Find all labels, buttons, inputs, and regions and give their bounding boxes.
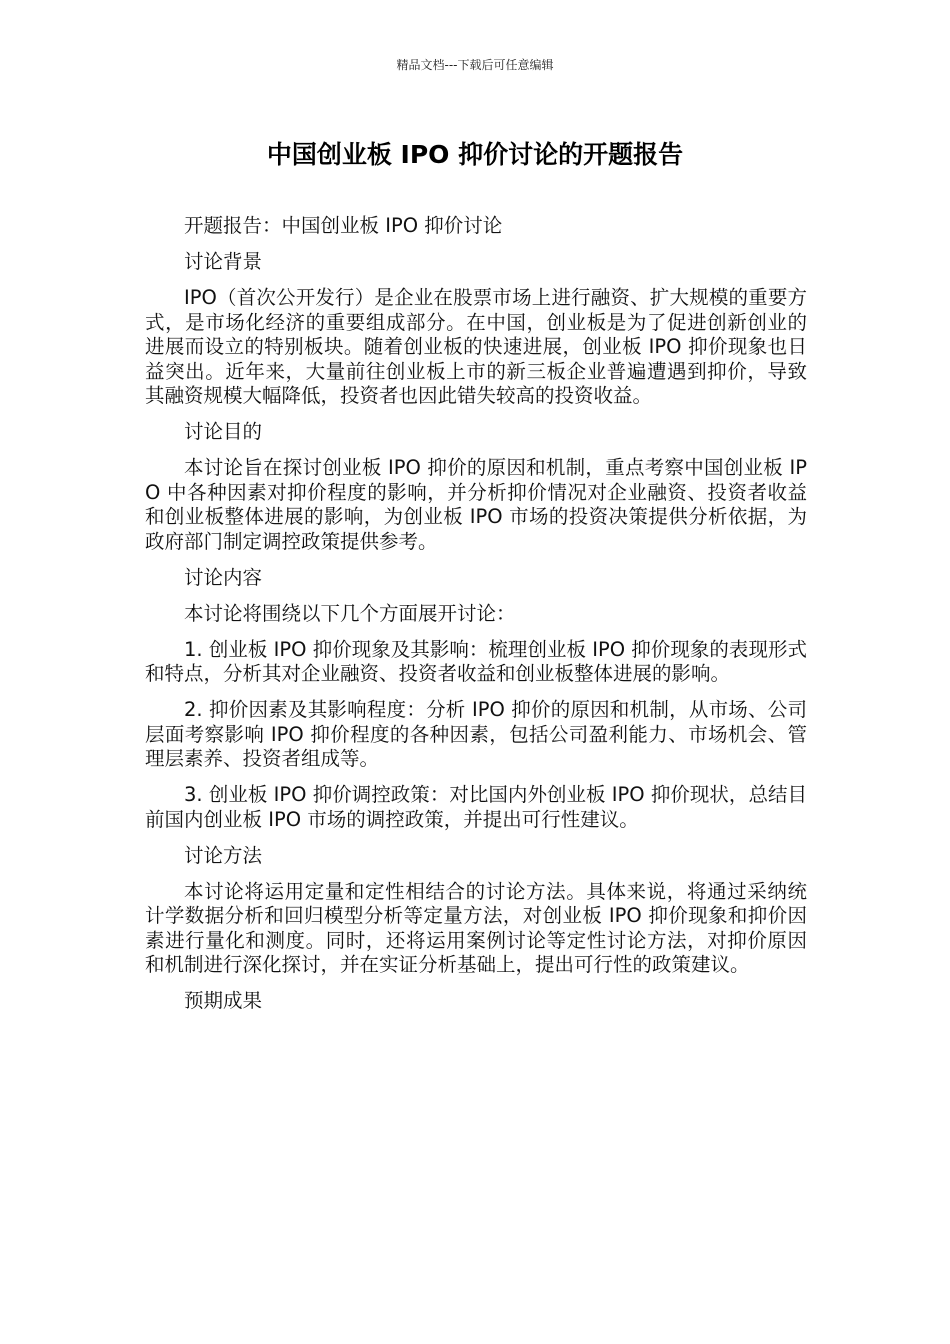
paragraph-content-intro: 本讨论将围绕以下几个方面展开讨论：: [184, 601, 516, 625]
list-item-3: 3. 创业板 IPO 抑价调控政策：对比国内外创业板 IPO 抑价现状，总结目前国内创业板 IPO 市场的调控政策，并提出可行性建议。: [145, 783, 807, 831]
section-heading-expected-results: 预期成果: [184, 989, 263, 1012]
paragraph-method: 本讨论将运用定量和定性相结合的讨论方法。具体来说，将通过采纳统计学数据分析和回归模型分析等定量方法，对创业板 IPO 抑价现象和抑价因素进行量化和测度。同时，还将运用案例讨论等定性讨论方法，对抑价原因和机制进行深化探讨，并在实证分析基础上，提出可行性的政策建议。: [145, 879, 807, 976]
paragraph-background: IPO（首次公开发行）是企业在股票市场上进行融资、扩大规模的重要方式，是市场化经济的重要组成部分。在中国，创业板是为了促进创新创业的进展而设立的特别板块。随着创业板的快速进展，创业板 IPO 抑价现象也日益突出。近年来，大量前往创业板上市的新三板企业普遍遭遇到抑价，导致其融资规模大幅降低，投资者也因此错失较高的投资收益。: [145, 286, 807, 407]
list-item-2: 2. 抑价因素及其影响程度：分析 IPO 抑价的原因和机制，从市场、公司层面考察影响 IPO 抑价程度的各种因素，包括公司盈利能力、市场机会、管理层素养、投资者组成等。: [145, 698, 807, 770]
document-title: 中国创业板 IPO 抑价讨论的开题报告: [266, 140, 684, 169]
section-heading-purpose: 讨论目的: [184, 420, 263, 443]
list-item-1: 1. 创业板 IPO 抑价现象及其影响：梳理创业板 IPO 抑价现象的表现形式和特点，分析其对企业融资、投资者收益和创业板整体进展的影响。: [145, 637, 807, 685]
section-heading-method: 讨论方法: [184, 843, 263, 867]
header-note: 精品文档---下载后可任意编辑: [396, 58, 554, 72]
document-body: [145, 214, 807, 1025]
paragraph-purpose: 本讨论旨在探讨创业板 IPO 抑价的原因和机制，重点考察中国创业板 IPO 中各种因素对抑价程度的影响，并分析抑价情况对企业融资、投资者收益和创业板整体进展的影响，为创业板 IPO 市场的投资决策提供分析依据，为政府部门制定调控政策提供参考。: [145, 456, 807, 553]
section-heading-content: 讨论内容: [184, 565, 263, 589]
report-subtitle: 开题报告：中国创业板 IPO 抑价讨论: [184, 214, 503, 237]
section-heading-background: 讨论背景: [184, 250, 263, 273]
